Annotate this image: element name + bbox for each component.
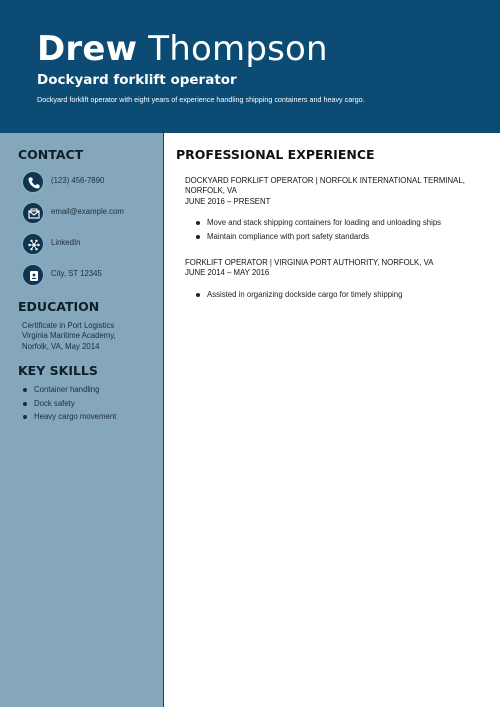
job-bullet: Assisted in organizing dockside cargo for timely shipping: [185, 290, 485, 304]
network-icon: [22, 233, 44, 255]
email-icon: [22, 202, 44, 224]
job-entry: [185, 176, 485, 245]
education-heading: EDUCATION: [18, 299, 100, 314]
skills-heading: KEY SKILLS: [18, 363, 98, 378]
experience-heading: PROFESSIONAL EXPERIENCE: [176, 147, 375, 162]
skill-item: Container handling: [22, 385, 116, 399]
job-entry: [185, 258, 485, 303]
last-name: Thompson: [148, 29, 328, 69]
header-banner: [0, 0, 500, 133]
contact-location: [22, 264, 157, 288]
job-bullet: Move and stack shipping containers for loading and unloading ships: [185, 218, 485, 232]
job-bullet: Maintain compliance with port safety standards: [185, 232, 485, 246]
job-bullets: [185, 290, 485, 304]
job-dates: JUNE 2014 – MAY 2016: [185, 268, 270, 278]
job-title: Dockyard forklift operator: [37, 72, 237, 88]
job-header: DOCKYARD FORKLIFT OPERATOR | NORFOLK INTERNATIONAL TERMINAL, NORFOLK, VA: [185, 176, 465, 196]
education-details: [22, 321, 157, 352]
first-name: Drew: [37, 29, 138, 69]
contact-heading: CONTACT: [18, 147, 84, 162]
contact-phone: [22, 171, 157, 195]
linkedin-text: LinkedIn: [51, 238, 81, 247]
email-text: email@example.com: [51, 207, 124, 216]
phone-text: (123) 456-7890: [51, 176, 105, 185]
contact-linkedin: [22, 233, 157, 257]
skill-item: Heavy cargo movement: [22, 412, 116, 426]
education-location-date: Norfolk, VA, May 2014: [22, 341, 100, 351]
job-header: FORKLIFT OPERATOR | VIRGINIA PORT AUTHORITY, NORFOLK, VA: [185, 258, 434, 267]
summary: Dockyard forklift operator with eight years of experience handling shipping containers and heavy cargo.: [37, 95, 365, 104]
contact-email: [22, 202, 157, 226]
job-bullets: [185, 218, 485, 245]
education-certificate: Certificate in Port Logistics: [22, 321, 115, 330]
location-icon: [22, 264, 44, 286]
education-school: Virginia Maritime Academy,: [22, 331, 116, 341]
job-dates: JUNE 2016 – PRESENT: [185, 196, 271, 206]
location-text: City, ST 12345: [51, 269, 102, 278]
skill-item: Dock safety: [22, 399, 116, 413]
candidate-name: [37, 26, 328, 72]
phone-icon: [22, 171, 44, 193]
skills-list: [22, 385, 116, 426]
